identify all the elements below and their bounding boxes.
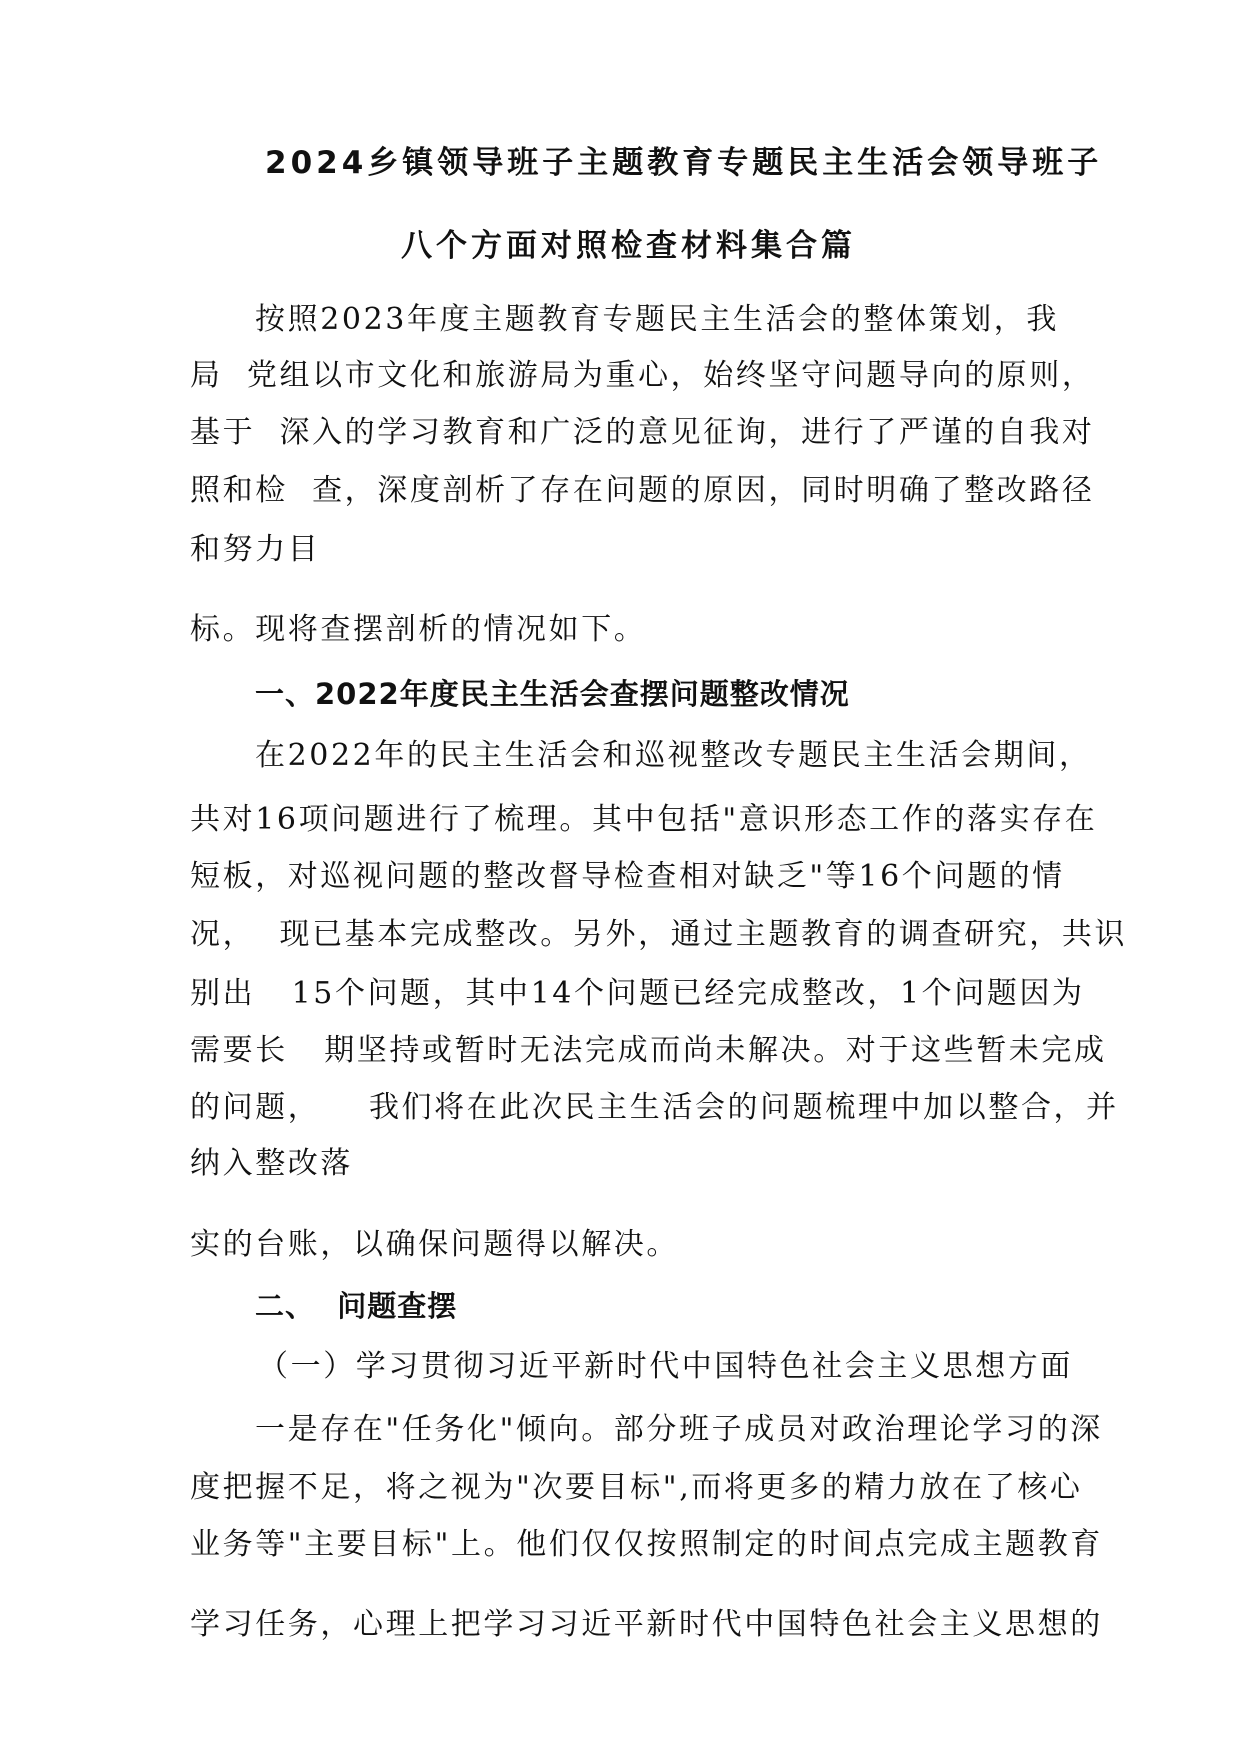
- section-1-line-4: 况， 现已基本完成整改。另外，通过主题教育的调查研究，共识: [190, 917, 1128, 952]
- section-1-line-8: 纳入整改落: [190, 1146, 353, 1181]
- section-2-heading: 二、 问题查摆: [255, 1289, 458, 1323]
- document-title-line-1: 2024乡镇领导班子主题教育专题民主生活会领导班子: [265, 145, 1103, 181]
- intro-line-5: 和努力目: [190, 532, 321, 567]
- intro-line-2: 局 党组以市文化和旅游局为重心，始终坚守问题导向的原则，: [190, 358, 1095, 393]
- subsection-1-line-1: 一是存在"任务化"倾向。部分班子成员对政治理论学习的深: [255, 1412, 1103, 1447]
- section-1-heading: 一、2022年度民主生活会查摆问题整改情况: [255, 677, 850, 711]
- section-1-line-3: 短板，对巡视问题的整改督导检查相对缺乏"等16个问题的情: [190, 859, 1065, 894]
- section-1-line-2: 共对16项问题进行了梳理。其中包括"意识形态工作的落实存在: [190, 802, 1098, 837]
- subsection-1-line-4: 学习任务，心理上把学习习近平新时代中国特色社会主义思想的: [190, 1607, 1103, 1642]
- subsection-1-heading: （一）学习贯彻习近平新时代中国特色社会主义思想方面: [258, 1349, 1073, 1384]
- section-1-line-7: 的问题， 我们将在此次民主生活会的问题梳理中加以整合，并: [190, 1090, 1119, 1125]
- subsection-1-line-2: 度把握不足，将之视为"次要目标",而将更多的精力放在了核心: [190, 1470, 1083, 1505]
- intro-line-3: 基于 深入的学习教育和广泛的意见征询，进行了严谨的自我对: [190, 415, 1095, 450]
- section-1-line-5: 别出 15个问题，其中14个问题已经完成整改，1个问题因为: [190, 976, 1085, 1011]
- subsection-1-line-3: 业务等"主要目标"上。他们仅仅按照制定的时间点完成主题教育: [190, 1527, 1103, 1562]
- section-1-line-9: 实的台账，以确保问题得以解决。: [190, 1227, 679, 1262]
- intro-line-4: 照和检 查，深度剖析了存在问题的原因，同时明确了整改路径: [190, 473, 1095, 508]
- document-title-line-2: 八个方面对照检查材料集合篇: [401, 228, 856, 264]
- section-1-line-6: 需要长 期坚持或暂时无法完成而尚未解决。对于这些暂未完成: [190, 1033, 1107, 1068]
- intro-line-6: 标。现将查摆剖析的情况如下。: [190, 612, 647, 647]
- intro-line-1: 按照2023年度主题教育专题民主生活会的整体策划，我: [255, 302, 1059, 337]
- section-1-line-1: 在2022年的民主生活会和巡视整改专题民主生活会期间，: [255, 738, 1092, 773]
